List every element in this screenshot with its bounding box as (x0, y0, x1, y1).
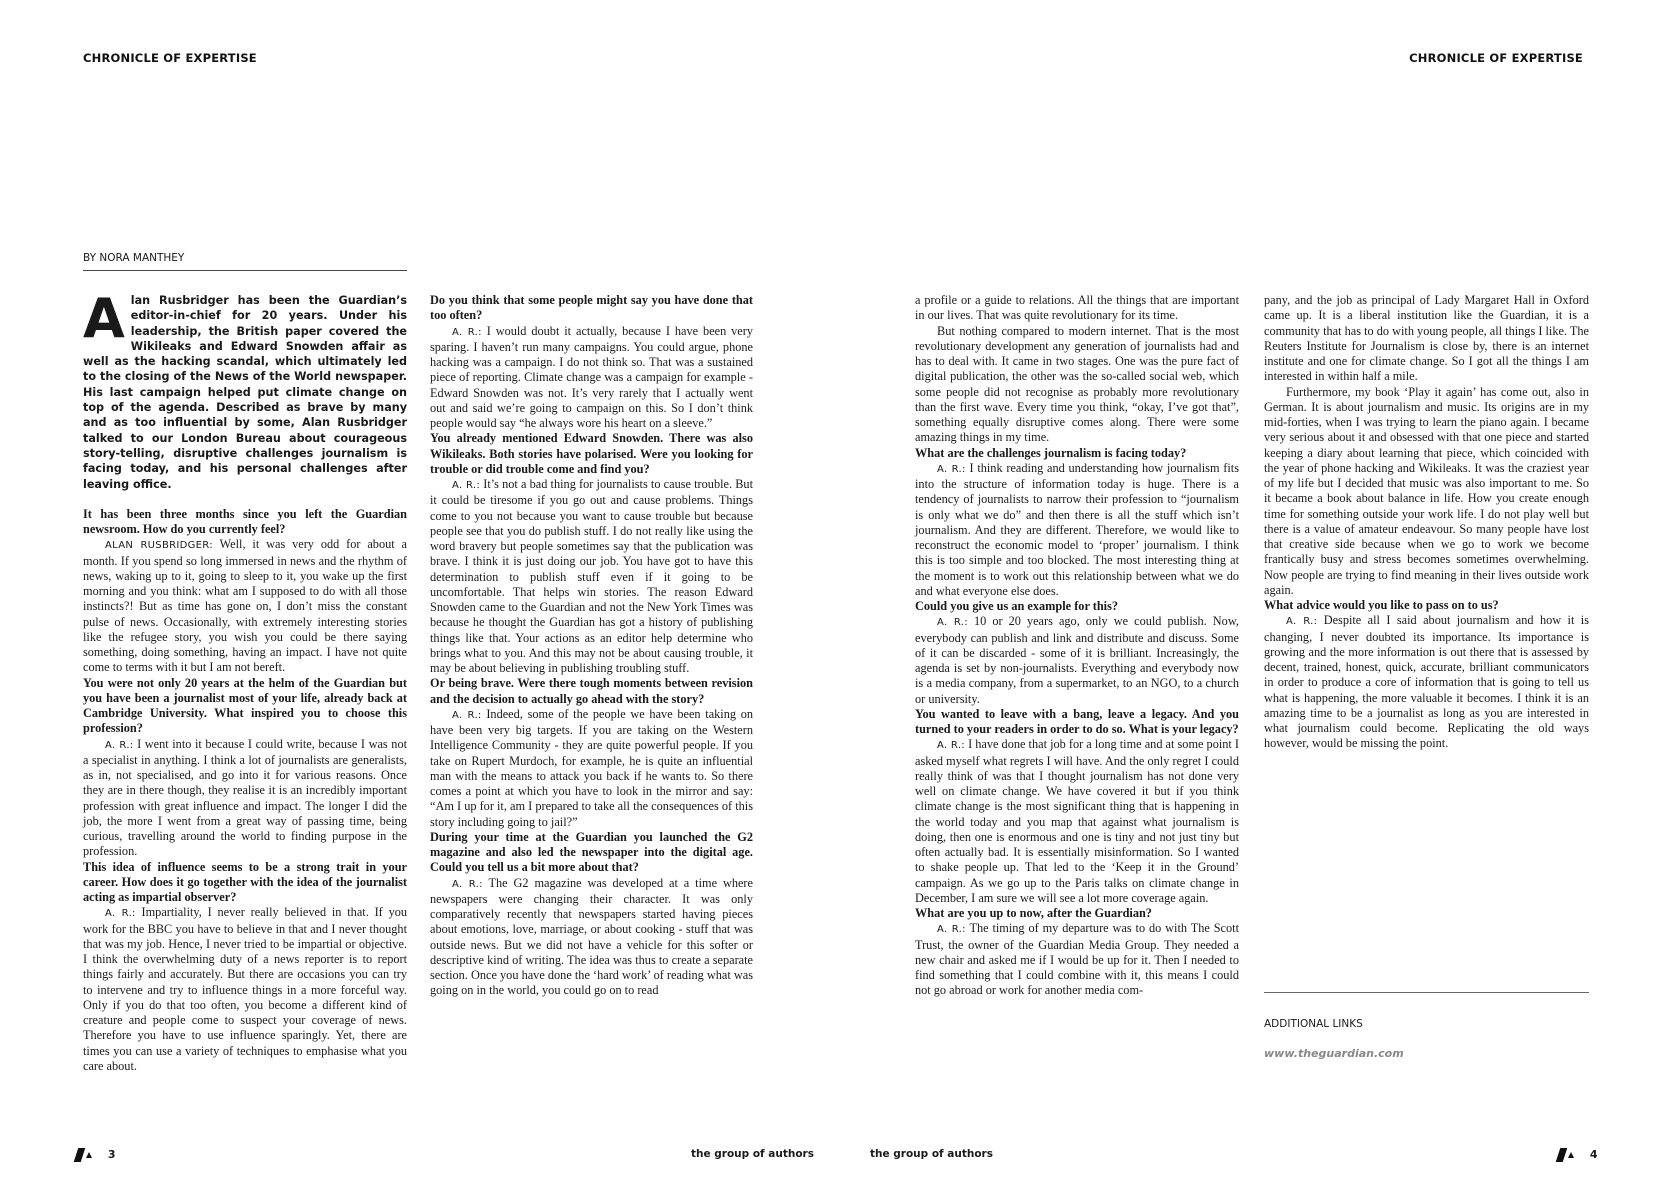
answer (430, 477, 753, 676)
answer (915, 921, 1239, 998)
drop-cap: A (83, 287, 125, 350)
speaker-label: A. R.: (937, 740, 965, 752)
page-number-left: 3 (107, 1148, 116, 1161)
question: Or being brave. Were there tough moments between revision and the decision to actually go ahead with the story? (430, 676, 753, 706)
column-4 (1264, 293, 1589, 752)
answer-text: I would doubt it actually, because I have been very sparing. I haven’t run many campaigns. You could argue, phone hacking was a campaign. I do not think so. That was a sustained piece of reporting. Climate change was a campaign for example - Edward Snowden was not. It’s very rarely that I actually went out and said we’re going to campaign on this. So I don’t think people would say “he always wore his heart on a sleeve.” (430, 323, 753, 430)
footer-author-left: the group of authors (691, 1148, 814, 1160)
answer (1264, 613, 1589, 751)
footer-author-right: the group of authors (870, 1148, 993, 1160)
logo-slash-icon (1556, 1148, 1568, 1162)
question: You wanted to leave with a bang, leave a legacy. And you turned to your readers in order to do so. What is your legacy? (915, 706, 1239, 736)
speaker-label: A. R.: (105, 739, 134, 751)
logo-triangle-icon (86, 1152, 92, 1158)
question: What are you up to now, after the Guardian? (915, 906, 1152, 920)
answer (915, 737, 1239, 906)
answer-text: Impartiality, I never really believed in that. If you work for the BBC you have to believe in that and I never thought that was my job. Hence, I never tried to be impartial or objective. I think the overwhelming duty of a news reporter is to report things fairly and accurately. But there are occasions you can try to intervene and try to influence things in a more forceful way. Only if you do that too often, you become a different kind of creature and people come to suspect your coverage of news. Therefore you have to use influence sparingly. Yet, there are times you can use a variety of techniques to emphasise what you care about. (83, 905, 408, 1073)
speaker-label: A. R.: (937, 463, 966, 475)
column-2 (430, 293, 753, 999)
question: It has been three months since you left the Guardian newsroom. How do you currently feel? (83, 506, 407, 537)
answer (83, 737, 407, 860)
additional-links-divider (1264, 992, 1589, 993)
answer-text: Despite all I said about journalism and how it is changing, I never doubted its importance. Its importance is growing and the more information is out there that is assessed by decent, trained, honest, quick, accurate, brilliant communicators in order to produce a core of information that is going to tell us what is happening, the more valuable it becomes. I think it is an amazing time to be a journalist as long as you are interested in what journalism could become. Replicating the old ways however, would be missing the point. (1264, 613, 1589, 751)
speaker-label: A. R.: (937, 924, 966, 936)
speaker-label: ALAN RUSBRIDGER: (105, 540, 213, 552)
answer-text: The timing of my departure was to do with The Scott Trust, the owner of the Guardian Media Group. They needed a new chair and asked me if I would be up for it. Then I needed to find something that I could combine with it, this means I could not go abroad or work for another media com- (915, 921, 1239, 998)
speaker-label: A. R.: (937, 617, 968, 629)
paragraph: a profile or a guide to relations. All the things that are important in our lives. That was quite revolutionary for its time. (915, 293, 1239, 323)
answer (83, 905, 407, 1074)
intro-paragraph (83, 287, 407, 492)
question: You already mentioned Edward Snowden. There was also Wikileaks. Both stories have polarised. Were you looking for trouble or did trouble come and find you? (430, 431, 753, 476)
footer-page-marker-left (76, 1148, 116, 1162)
answer (83, 537, 407, 675)
page-number-right: 4 (1589, 1148, 1598, 1161)
speaker-label: A. R.: (1286, 616, 1318, 628)
column-1 (83, 287, 408, 1074)
answer (430, 876, 753, 999)
answer-text: I have done that job for a long time and at some point I asked myself what regrets I will have. And the only regret I could really think of was that I thought journalism has not done very well on climate change. We have covered it but if you think climate change is the most significant thing that is happening in the world today and you map that against what journalism is doing, then one is enormous and one is tiny and not just tiny but often actually bad. It is essentially misinformation. So I wanted to shake people up. That led to the ‘Keep it in the Ground’ campaign. As we go up to the Paris talks on climate change in December, I am sure we will see a lot more coverage again. (915, 737, 1240, 905)
question: Do you think that some people might say you have done that too often? (430, 293, 753, 323)
paragraph: pany, and the job as principal of Lady Margaret Hall in Oxford came up. It is a liberal institution like the Guardian, it is a community that has to do with young people, all things I like. The Reuters Institute for Journalism is close by, there is an internet institute and one for climate change. So I got all the things I am interested in within half a mile. (1264, 293, 1589, 384)
answer-text: 10 or 20 years ago, only we could publish. Now, everybody can publish and link and distribute and discuss. Some of it can be discarded - some of it is brilliant. Increasingly, the agenda is set by non-journalists. Everything and everybody now is a media company, from a supermarket, to an NGO, to a church or university. (915, 614, 1239, 706)
speaker-label: A. R.: (452, 326, 482, 338)
additional-links-heading: ADDITIONAL LINKS (1264, 1018, 1363, 1030)
logo-slash-icon (74, 1148, 86, 1162)
paragraph: Furthermore, my book ‘Play it again’ has come out, also in German. It is about journalism and music. Its origins are in my mid-forties, when I was trying to learn the piano again. I became very serious about it and obsessed with that one piece and started keeping a diary about learning that piece, which coincided with the year of phone hacking and Wikileaks. It was the craziest year of my life but I decided that music was also important to me. So it became a book about balance in life. How you create enough time for something outside your work life. I do not play well but there is a value of amateur endeavour. So many people have lost that creative side because when we go to work we become frantically busy and stress becomes sometimes overwhelming. Now people are trying to find meaning in their lives outside work again. (1264, 384, 1589, 597)
byline: BY NORA MANTHEY (83, 252, 407, 271)
answer (915, 461, 1239, 599)
footer-page-marker-right (1558, 1148, 1598, 1162)
paragraph: But nothing compared to modern internet. That is the most revolutionary development any generation of journalists had and has to deal with. It came in two stages. One was the pure fact of digital publication, the other was the so-called social web, which some people did not recognise as probably more revolutionary than the first wave. Every time you think, “okay, I’ve got that”, something equally disruptive comes along. There were some amazing things in my time. (915, 323, 1239, 445)
question: What are the challenges journalism is facing today? (915, 445, 1187, 460)
running-head-right: CHRONICLE OF EXPERTISE (1409, 51, 1583, 65)
answer-text: It’s not a bad thing for journalists to cause trouble. But it could be tiresome if you go out and cause problems. Things come to you not because you want to cause trouble but because people see that you do publish stuff. I do not really like using the word bravery but people sometimes say that the publication was brave. I think it is just doing our job. You have got to have this determination to publish stuff even if it going to be uncomfortable. That helps win stories. The reason Edward Snowden came to the Guardian and not the New York Times was because he thought the Guardian has got a history of publishing things like that. Your actions as an editor help determine who brings what to you. And this may not be about causing trouble, it may be about believing in publishing troubling stuff. (430, 477, 753, 675)
speaker-label: A. R.: (452, 480, 481, 491)
speaker-label: A. R.: (105, 908, 136, 920)
answer-text: Well, it was very odd for about a month. If you spend so long immersed in news and the rhythm of news, waking up to it, going to sleep to it, you wake up the first morning and you think: what am I supposed to do with all those instincts?! But as time has gone on, I don’t miss the constant pulse of news. Occasionally, with extremely interesting stories like the refugee story, you wish you could be there saying something, doing something, having an impact. I have not quite come to terms with it but I am not bereft. (83, 537, 407, 675)
running-head-left: CHRONICLE OF EXPERTISE (83, 51, 257, 65)
guardian-link[interactable]: www.theguardian.com (1264, 1047, 1404, 1060)
answer (915, 614, 1239, 707)
answer-text: The G2 magazine was developed at a time where newspapers were changing their character. It was only comparatively recently that newspapers started having pieces about emotions, love, marriage, or about cooking - stuff that was outside news. But we did not have a vehicle for this softer or descriptive kind of writing. The idea was thus to create a separate section. Once you have done the ‘hard work’ of reading what was going on in the world, you could go on to read (430, 875, 753, 998)
question: What advice would you like to pass on to us? (1264, 598, 1499, 612)
question: This idea of influence seems to be a strong trait in your career. How does it go together with the idea of the journalist acting as impartial observer? (83, 859, 407, 905)
answer-text: Indeed, some of the people we have been taking on have been very big targets. If you are taking on the Western Intelligence Community - they are quite powerful people. If you take on Rupert Murdoch, for example, he is quite an influential man with the means to attack you back if he wants to. So there comes a point at which you have to look in the mirror and say: “Am I up for it, am I prepared to take all the consequences of this story including going to jail?” (430, 706, 754, 829)
left-page (0, 0, 831, 1191)
answer (430, 324, 753, 432)
intro-text: lan Rusbridger has been the Guardian’s editor-in-chief for 20 years. Under his leadership, the British paper covered the Wikileaks and Edward Snowden affair as well as the hacking scandal, which ultimately led to the closing of the News of the World newspaper. His last campaign helped put climate change on top of the agenda. Described as brave by many and as too influential by some, Alan Rusbridger talked to our London Bureau about courageous story-telling, disruptive challenges journalism is facing today, and his personal challenges after leaving office. (83, 294, 407, 491)
answer-text: I went into it because I could write, because I was not a specialist in anything. I think a lot of journalists are generalists, as in, not specialised, and go into it for various reasons. Once they are in there though, they realise it is an incredibly important profession with great influence and impact. The longer I did the job, the more I went from a great way of passing time, being curious, travelling around the world to finding purpose in the profession. (83, 736, 408, 859)
logo-triangle-icon (1568, 1152, 1574, 1158)
answer (430, 707, 753, 830)
question: Could you give us an example for this? (915, 599, 1119, 613)
answer-text: I think reading and understanding how journalism fits into the structure of information today is huge. There is a tendency of journalists to narrow their profession to “journalism is only what we do” and then there is all the stuff which isn’t journalism. And they are different. Therefore, we would like to reconstruct the economic model to ‘proper’ journalism. I think this is too simple and too blocked. The most interesting thing at the moment is to work out this relationship between what we do and what everyone else does. (915, 460, 1240, 598)
column-3 (915, 293, 1239, 999)
question: During your time at the Guardian you launched the G2 magazine and also led the newspaper into the digital age. Could you tell us a bit more about that? (430, 829, 753, 875)
speaker-label: A. R.: (452, 878, 483, 890)
speaker-label: A. R.: (452, 709, 482, 721)
question: You were not only 20 years at the helm of the Guardian but you have been a journalist most of your life, already back at Cambridge University. What inspired you to choose this profession? (83, 675, 407, 736)
